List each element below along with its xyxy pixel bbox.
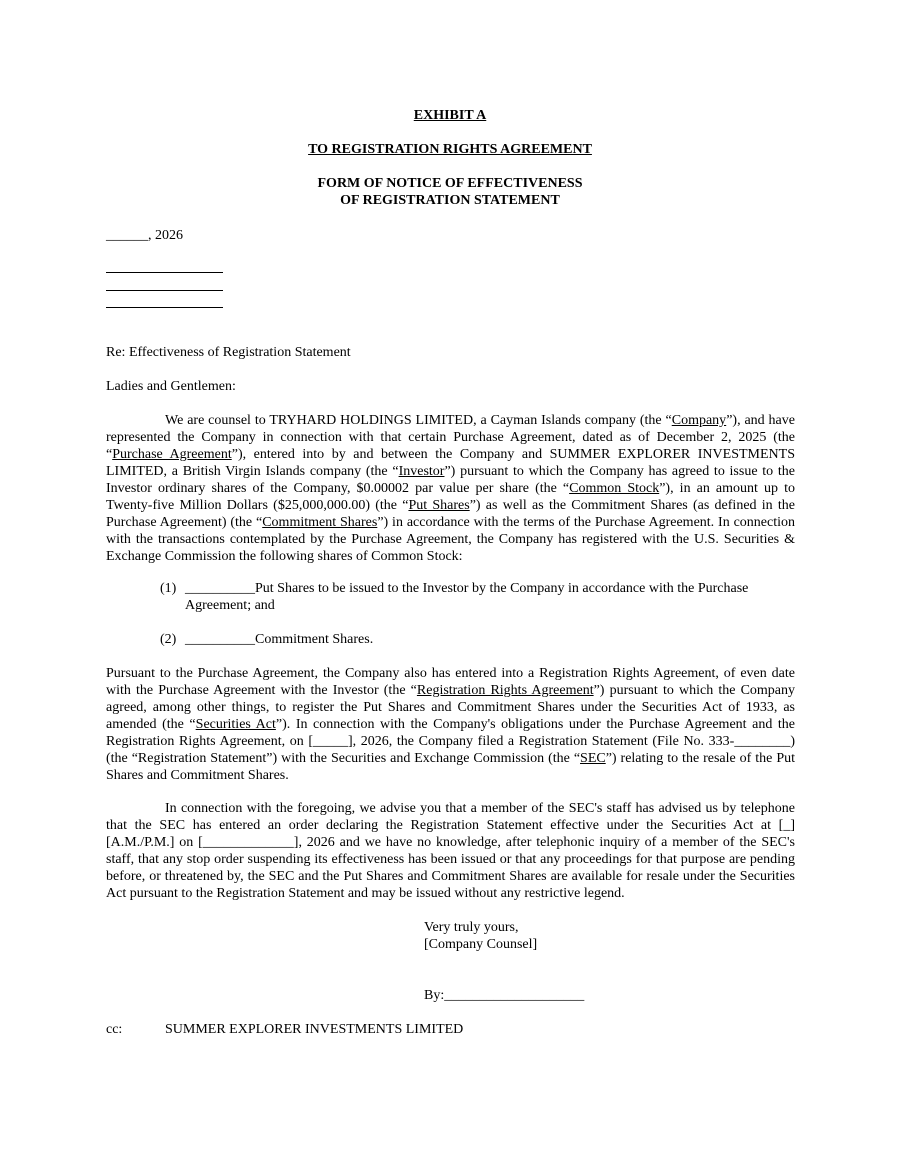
paragraph-3: In connection with the foregoing, we advise you that a member of the SEC's staff has advised us by telephone that the SEC has entered an order declaring the Registration Statement effective under the Securities Act at [_] [A.M./P.M.] on [_____________], 2026 and we have no knowledge, after telephonic inquiry of a member of the SEC's staff, that any stop order suspending its effectiveness has been issued or that any proceedings for that purpose are pending before, or threatened by, the SEC and the Put Shares and Commitment Shares are available for resale under the Securities Act pursuant to the Registration Statement and may be issued without any restrictive legend.	[106, 801, 795, 901]
defined-term-sec: SEC	[580, 751, 606, 766]
form-title-line2: OF REGISTRATION STATEMENT	[340, 193, 560, 208]
defined-term-securities-act: Securities Act	[195, 717, 276, 732]
defined-term-purchase-agreement: Purchase Agreement	[112, 447, 232, 462]
exhibit-title: EXHIBIT A	[413, 108, 487, 123]
defined-term-put-shares: Put Shares	[408, 498, 470, 513]
list-item-1-number: (1)	[160, 581, 177, 596]
cc-recipient: SUMMER EXPLORER INVESTMENTS LIMITED	[165, 1022, 464, 1037]
address-blank-line-3	[106, 307, 223, 308]
defined-term-commitment-shares: Commitment Shares	[262, 515, 378, 530]
closing: Very truly yours,	[424, 920, 519, 935]
cc-label: cc:	[106, 1022, 123, 1037]
exhibit-subtitle: TO REGISTRATION RIGHTS AGREEMENT	[308, 142, 592, 157]
salutation: Ladies and Gentlemen:	[106, 379, 236, 394]
defined-term-company: Company	[671, 413, 727, 428]
list-item-1-text: __________Put Shares to be issued to the Investor by the Company in accordance with the Purchase Agreement; and	[185, 581, 749, 613]
paragraph-1: We are counsel to TRYHARD HOLDINGS LIMITED, a Cayman Islands company (the “Company”), and have represented the Company in connection with that certain Purchase Agreement, dated as of December 2, 2025 (the “Purchase Agreement”), entered into by and between the Company and SUMMER EXPLORER INVESTMENTS LIMITED, a British Virgin Islands company (the “Investor”) pursuant to which the Company has agreed to issue to the Investor ordinary shares of the Company, $0.00002 par value per share (the “Common Stock”), in an amount up to Twenty-five Million Dollars ($25,000,000.00) (the “Put Shares”) as well as the Commitment Shares (as defined in the Purchase Agreement) (the “Commitment Shares”) in accordance with the terms of the Purchase Agreement. In connection with the transactions contemplated by the Purchase Agreement, the Company has registered with the U.S. Securities & Exchange Commission the following shares of Common Stock:	[106, 413, 795, 564]
counsel-signature-name: [Company Counsel]	[424, 937, 538, 952]
paragraph-2: Pursuant to the Purchase Agreement, the Company also has entered into a Registration Rights Agreement, of even date with the Purchase Agreement with the Investor (the “Registration Rights Agreement”) pursuant to which the Company agreed, among other things, to register the Put Shares and Commitment Shares under the Securities Act of 1933, as amended (the “Securities Act”). In connection with the Company's obligations under the Purchase Agreement and the Registration Rights Agreement, on [_____], 2026, the Company filed a Registration Statement (File No. 333-________) (the “Registration Statement”) with the Securities and Exchange Commission (the “SEC”) relating to the resale of the Put Shares and Commitment Shares.	[106, 666, 796, 783]
date-line: ______, 2026	[106, 228, 183, 243]
signature-by-line: By:____________________	[424, 988, 585, 1003]
defined-term-registration-rights-agreement: Registration Rights Agreement	[416, 683, 594, 698]
list-item-2-text: __________Commitment Shares.	[185, 632, 374, 647]
defined-term-investor: Investor	[398, 464, 445, 479]
address-blank-line-1	[106, 272, 223, 273]
form-title-line1: FORM OF NOTICE OF EFFECTIVENESS	[317, 176, 583, 191]
defined-term-common-stock: Common Stock	[569, 481, 660, 496]
re-line: Re: Effectiveness of Registration Statement	[106, 345, 351, 360]
address-blank-line-2	[106, 290, 223, 291]
list-item-2-number: (2)	[160, 632, 177, 647]
